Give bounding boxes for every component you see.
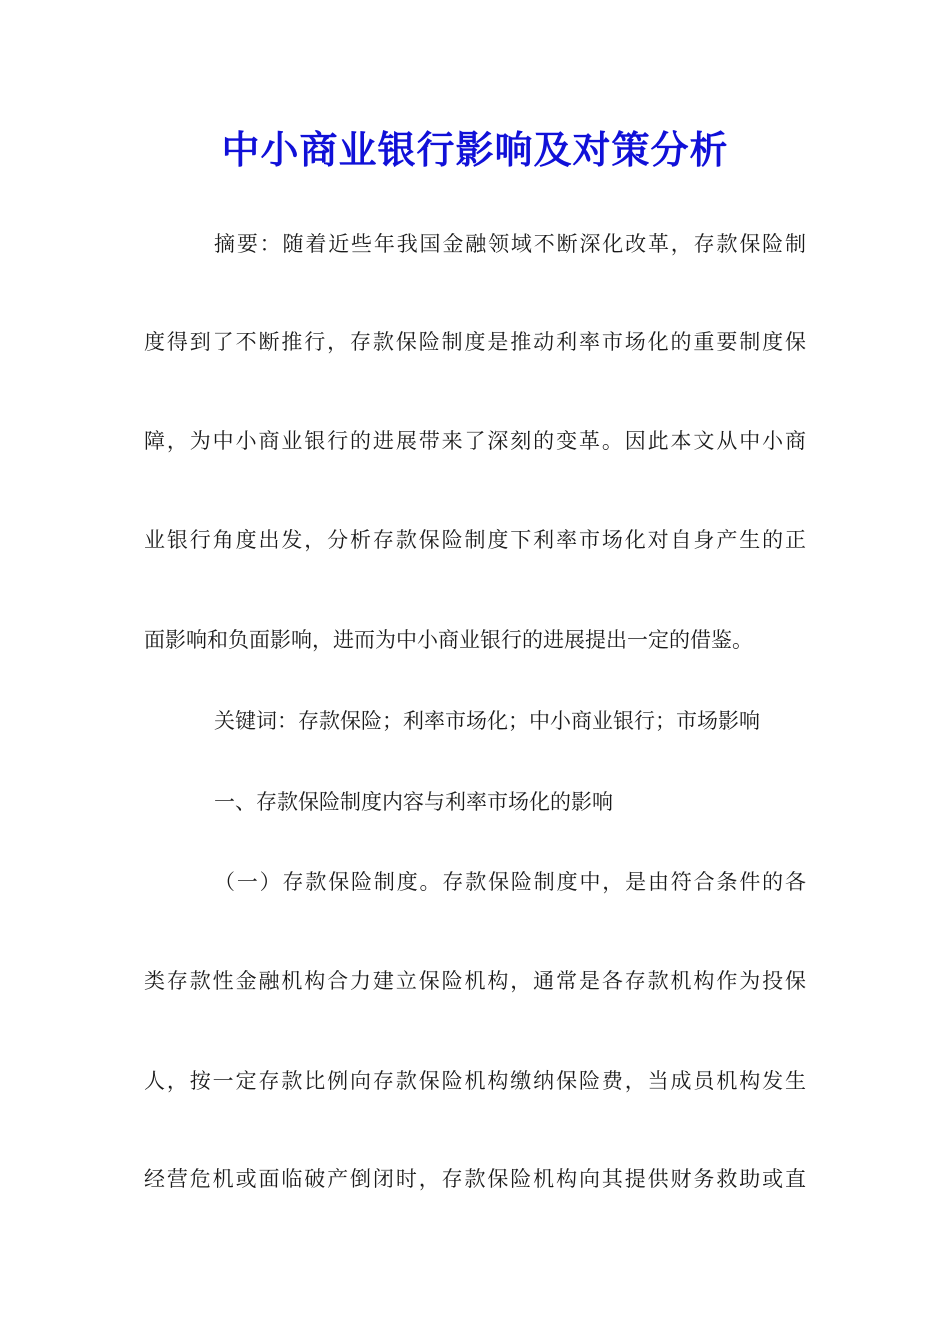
body-line-3: 人，按一定存款比例向存款保险机构缴纳保险费，当成员机构发生: [144, 1069, 806, 1093]
abstract-line-3: 障，为中小商业银行的进展带来了深刻的变革。因此本文从中小商: [144, 429, 806, 453]
section-heading: 一、存款保险制度内容与利率市场化的影响: [214, 790, 613, 814]
abstract-line-2: 度得到了不断推行，存款保险制度是推动利率市场化的重要制度保: [144, 330, 806, 354]
keywords-line: 关键词：存款保险；利率市场化；中小商业银行；市场影响: [214, 709, 760, 733]
abstract-line-5: 面影响和负面影响，进而为中小商业银行的进展提出一定的借鉴。: [144, 628, 753, 652]
abstract-line-1: 摘要：随着近些年我国金融领域不断深化改革，存款保险制: [214, 232, 806, 256]
document-title: 中小商业银行影响及对策分析: [221, 127, 729, 172]
body-line-4: 经营危机或面临破产倒闭时，存款保险机构向其提供财务救助或直: [144, 1167, 806, 1191]
body-line-1: （一）存款保险制度。存款保险制度中，是由符合条件的各: [214, 870, 806, 894]
abstract-line-4: 业银行角度出发，分析存款保险制度下利率市场化对自身产生的正: [144, 528, 806, 552]
body-line-2: 类存款性金融机构合力建立保险机构，通常是各存款机构作为投保: [144, 969, 806, 993]
